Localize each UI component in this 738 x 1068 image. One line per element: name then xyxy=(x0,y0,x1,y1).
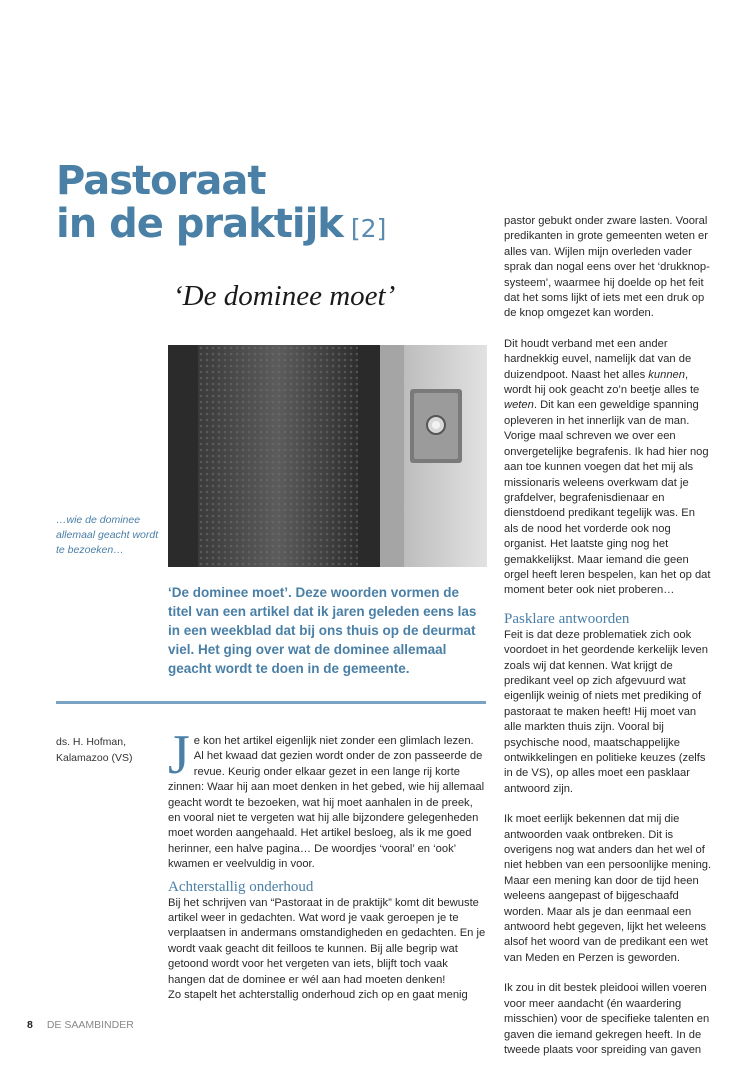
body-paragraph: Ik moet eerlijk bekennen dat mij die antwoorden vaak ontbreken. Dit is overigens nog wat anders dan het wel of niet hebben van een persoonlijke mening. Maar een mening kan door de tijd heen weleens aangepast of bijgeschaafd worden. Maar als je dan eenmaal een antwoord hebt gegeven, lijkt het weleens alsof het woord van de predikant een wet van Meden en Perzen is geworden. xyxy=(504,813,712,964)
subheading-pasklare: Pasklare antwoorden xyxy=(504,610,630,627)
title-line-2: in de praktijk xyxy=(56,201,343,247)
page-footer xyxy=(27,1019,134,1031)
body-column-2 xyxy=(504,214,712,1058)
body-paragraph: Vorige maal schreven we over een onvergetelijke begrafenis. Ik had hier nog aan toe kunnen voegen dat het mij als missionaris weleens overkwam dat je grafdelver, begrafenisdienaar en dienstdoend predikant tegelijk was. En als de nood het vorderde ook nog organist. Het laatste ging nog het gemakkelijkst. Maar iemand die geen orgel heeft leren bespelen, kan het op dat moment beter ook niet proberen… xyxy=(504,430,711,597)
lead-paragraph: ‘De dominee moet’. Deze woorden vormen de titel van een artikel dat ik jaren geleden eens las in een weekblad dat bij ons thuis op de deurmat viel. Het ging over wat de dominee allemaal geacht wordt te doen in de gemeente. xyxy=(168,585,477,676)
body-paragraph: Feit is dat deze problematiek zich ook voordoet in het geordende kerkelijk leven zoals wij dat kennen. Wat krijgt de predikant veel op zich afgevuurd wat eigenlijk weinig of niets met prediking of pastoraat te maken heeft! Hij moet van alle markten thuis zijn. Vooral bij psychische nood, maatschappelijke ontwikkelingen en politieke keuzes (zelfs in de VS), op alles moet een pasklaar antwoord zijn. xyxy=(504,628,708,795)
page-number: 8 xyxy=(27,1019,33,1031)
photo-caption: …wie de dominee allemaal geacht wordt te bezoeken… xyxy=(56,514,159,556)
divider-rule xyxy=(56,701,486,704)
publication-name: DE SAAMBINDER xyxy=(46,1019,134,1031)
body-paragraph: Ik zou in dit bestek pleidooi willen voeren voor meer aandacht (én waardering misschien) voor de specifieke talenten en gaven die iemand gekregen heeft. In de tweede plaats voor spreiding van gaven xyxy=(504,982,710,1056)
article-subtitle: ‘De dominee moet’ xyxy=(173,280,396,312)
body-paragraph: Je kon het artikel eigenlijk niet zonder een glimlach lezen. Al het kwaad dat gezien wordt onder de zon passeerde de revue. Keurig onder elkaar gezet in een lange rij korte zinnen: Waar hij aan moet denken in het gebed, wie hij allemaal geacht wordt te bezoeken, wat hij moet aanhalen in de preek, en vooral niet te vergeten wat hij alle bijzondere gelegenheden moet worden aangehaald. Het artikel besloeg, als ik me goed herinner, een halve pagina… De woordjes ‘vooral’ en ‘ook’ kwamen er veelvuldig in voor. xyxy=(168,724,485,871)
author-name: ds. H. Hofman, xyxy=(56,736,127,748)
subheading-achterstallig: Achterstallig onderhoud xyxy=(168,878,314,895)
title-line-1: Pastoraat xyxy=(56,158,266,204)
body-column-1 xyxy=(168,724,486,1004)
series-tag: [2] xyxy=(350,214,387,243)
drop-cap: J xyxy=(168,724,190,786)
doorbell-photo-illustration xyxy=(168,345,487,567)
body-paragraph: Bij het schrijven van “Pastoraat in de praktijk” komt dit bewuste artikel weer in gedachten. Wat word je vaak geroepen je te verplaatsen in andermans omstandigheden en gedachten. En je wordt vaak geacht dit feilloos te kunnen. Bij alle begrip wat getoond wordt voor het vergeten van iets, blijft toch vaak hangen dat de dominee er wél aan had moeten denken! xyxy=(168,896,486,986)
article-title xyxy=(56,160,386,250)
body-paragraph: Zo stapelt het achterstallig onderhoud zich op en gaat menig xyxy=(168,989,468,1002)
author-byline xyxy=(56,734,132,766)
doorbell-photo xyxy=(168,345,487,567)
body-paragraph: pastor gebukt onder zware lasten. Vooral predikanten in grote gemeenten weten er alles van. Wijlen mijn overleden vader sprak dan nogal eens over het ‘drukknop-systeem’, waarmee hij doelde op het feit dat het soms lijkt of iets met een druk op de knop omgezet kan worden. xyxy=(504,215,710,320)
body-paragraph: Dit houdt verband met een ander hardnekkig euvel, namelijk dat van de duizendpoot. Naast het alles kunnen, wordt hij ook geacht zo’n beetje alles te weten. Dit kan een geweldige spanning opleveren in het innerlijk van de man. xyxy=(504,337,700,427)
author-location: Kalamazoo (VS) xyxy=(56,752,133,764)
